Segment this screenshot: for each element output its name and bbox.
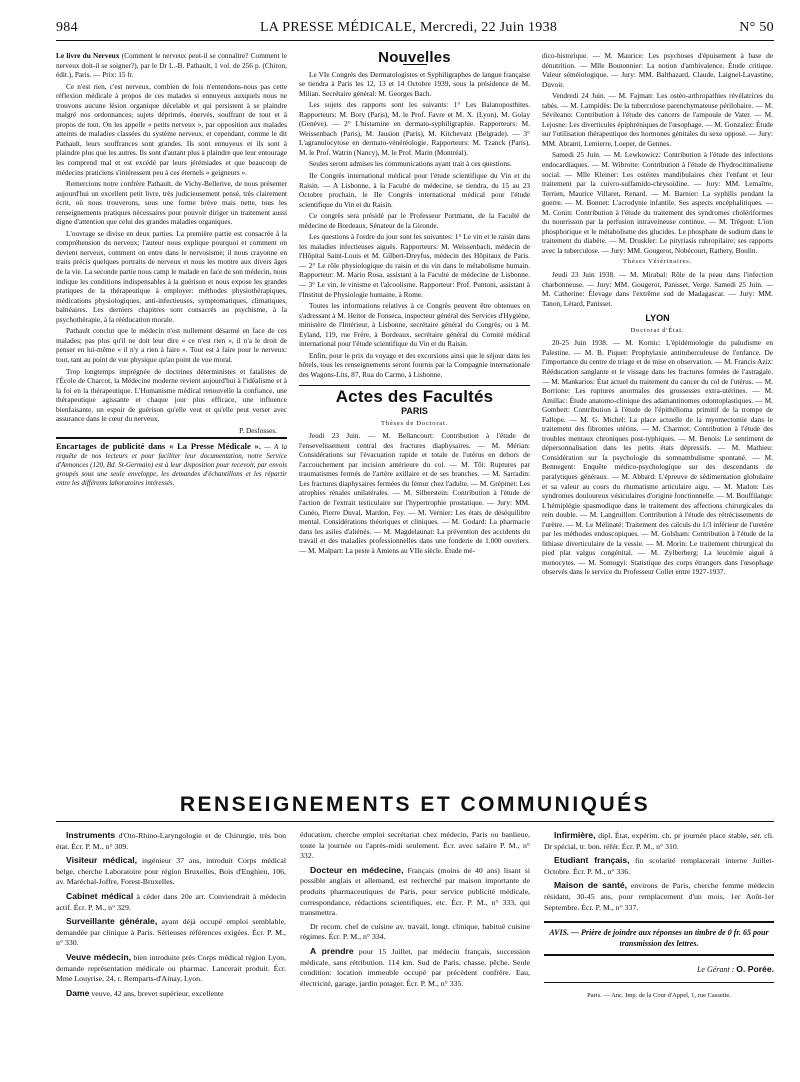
these-paragraph: Samedi 25 Juin. — M. Lewkowicz: Contribution à l'étude des infections endocardiaques. — M. Wibrotte: Contribution à l'étude de l'hydrocitimalisme social. — Mlle Kleiner: Les ostéites mandibulaires chez l'enfant et leur traitement par la cuivro-sulfamido-chrysoïdine. — Jury: MM. Lemaître, Terrien, Maurice Villaret, Renard. — M. Barnier: La syphilis pendant la guerre. — M. Bonnet: L'acrodynie infantile. Ses aspects encéphalitiques. — M. Conin: Contribution à l'étude du traitement des syndromes cholériformes du nourrisson par la perfusion intraveineuse continue. — M. Trégout: L'ion phosphorique et le métabolisme des glucides. Le phosphate de sodium dans le traitement du diabète. — M. Druskler: Le pityriasis rubropilaire; ses rapports avec la tuberculose. — Jury: MM. Gougerot, Nobécourt, Rathery, Boulin. bbox=[542, 150, 773, 255]
classified-text: d'Oto-Rhino-Laryngologie et de Chirurgie, très bon état. Écr. P. M., n° 309. bbox=[56, 831, 286, 851]
classified-ad bbox=[56, 855, 286, 888]
gerant-line bbox=[544, 964, 774, 983]
classified-text: éducation, cherche emploi secrétariat chez médecin, Paris ou banlieue, toute la journée ou l'après-midi seulement. Écr. avec salaire P. M., n° 332. bbox=[300, 830, 530, 861]
doctorat-etat-label: Doctorat d'État. bbox=[630, 326, 685, 334]
classified-ad bbox=[56, 891, 286, 913]
classified-text: dipl. État, expérim. ch. pr journée place stable, sér. cli. Dr spécial, tr. bon. référ. Écr. P. M., n° 310. bbox=[544, 831, 774, 851]
news-paragraph: Enfin, pour le prix du voyage et des excursions ainsi que le séjour dans les hôtels, tous les renseignements seront fournis par la Compagnie internationale des Wagons-Lits, 87, Rua do Carmo, à Lisbonne. bbox=[299, 350, 530, 379]
facultes-section-title: Actes des Facultés bbox=[335, 386, 494, 406]
classified-lead: Maison de santé, bbox=[554, 880, 627, 891]
classified-lead: Cabinet médical bbox=[66, 890, 134, 901]
classifieds-column-2 bbox=[300, 830, 530, 1002]
avis-notice: AVIS. — Prière de joindre aux réponses un timbre de 0 fr. 65 pour transmission des lettres. bbox=[544, 921, 774, 956]
classified-text: Français (moins de 40 ans) lisant si possible anglais et allemand, est recherché par maison importante de produits pharmaceutiques de Paris, pour service publicité médicale, correspondance, rédactions scientifiques, etc. Écr. P. M., n° 333, qui transmettra. bbox=[300, 865, 530, 918]
classified-text: ayant déjà occupé emploi semblable, demandée par clinique à Paris. Sérieuses références exigées. Écr. P. M., n° 330. bbox=[56, 917, 286, 948]
advertising-notice bbox=[56, 437, 287, 488]
classifieds-column-3 bbox=[544, 830, 774, 1002]
printer-imprint: Paris. — Anc. Imp. de la Cour d'Appel, 1, rue Cassette. bbox=[587, 991, 731, 999]
news-paragraph: Seules seront admises les communications ayant trait à ces questions. bbox=[309, 159, 512, 169]
these-paragraph: Vendredi 24 Juin. — M. Fajman: Les ostéo-arthropathies révélatrices du tabès. — M. Lampidès: De la tuberculose parenchymateuse périlobaire. — M. Sévileano: Contribution à l'étude des cancers de l'ampoule de Vater. — M. Lejosne: Les diverticules épiphréniques de l'œsophage. — M. Gonzalez: Étude sur l'utilisation thérapeutique des hormones génitales du sexe opposé. — Jury: MM. Abrami, Lemierre, Loeper, de Gennes. bbox=[542, 91, 773, 148]
classified-ad bbox=[56, 916, 286, 949]
book-review-details: (Comment le nerveux peut-il se connaître? Comment le nerveux doit-il se soigner?), par le Dr L.-B. Pathault, 1 vol. de 256 p. (Chiron, édit.), Paris. — Prix: 15 fr. bbox=[56, 51, 287, 80]
lyon-subtitle: LYON bbox=[645, 313, 670, 324]
book-review-intro bbox=[56, 51, 287, 80]
classified-lead: Docteur en médecine, bbox=[310, 864, 404, 875]
classified-text: environs de Paris, cherche femme médecin résidant, 30-45 ans, pour remplacement d'un mois, 1er Août-1er Septembre. Écr. P. M., n° 337. bbox=[544, 881, 774, 912]
news-paragraph: Ce congrès sera présidé par le Professeur Portmann, de la Faculté de médecine de Bordeaux, Sénateur de la Gironde. bbox=[299, 211, 530, 230]
news-paragraph: Le VIe Congrès des Dermatologistes et Syphiligraphes de langue française se tiendra à Paris les 12, 13 et 14 Octobre 1939, sous la présidence de M. Milian. Secrétaire général: M. Georges Bach. bbox=[299, 69, 530, 98]
classified-ad bbox=[544, 830, 774, 852]
classified-text: Dr recom. chef de cuisine av. travail, longt. clinique, habitué cuisine régimes. Écr. P. M., n° 334. bbox=[300, 921, 530, 942]
advertising-notice-title: Encartages de publicité dans « La Presse Médicale ». bbox=[56, 441, 261, 452]
classified-text: à céder dans 20e arr. Conviendrait à médecin actif. Écr. P. M., n° 329. bbox=[56, 891, 286, 912]
classified-lead: Veuve médecin, bbox=[66, 951, 131, 962]
main-columns bbox=[56, 51, 774, 771]
book-review-title: Le livre du Nerveux bbox=[56, 51, 120, 60]
page-number: 984 bbox=[56, 20, 78, 35]
review-paragraph: Pathault conclut que le médecin n'est nullement désarmé en face de ces malades; pas plus qu'il ne doit leur dire « ce n'est rien », il n'a le droit de penser en lui-même « il n'y a rien à faire ». Tout est à faire pour le nerveux: tout, tant au point de vue physique qu'au point de vue moral. bbox=[56, 326, 287, 364]
classifieds-columns bbox=[56, 830, 774, 1002]
news-section-title: Nouvelles bbox=[378, 51, 451, 66]
column-2 bbox=[299, 51, 530, 771]
theses-veterinaires-label: Thèses Vétérinaires. bbox=[623, 258, 692, 266]
renseignements-title: RENSEIGNEMENTS ET COMMUNIQUÉS bbox=[56, 793, 774, 822]
masthead-title: LA PRESSE MÉDICALE, Mercredi, 22 Juin 1938 bbox=[259, 20, 558, 35]
classified-ad bbox=[56, 830, 286, 852]
classified-ad bbox=[56, 988, 286, 1000]
classified-ad bbox=[56, 952, 286, 985]
classifieds-column-1 bbox=[56, 830, 286, 1002]
classified-ad bbox=[300, 946, 530, 989]
classified-ad bbox=[300, 922, 530, 943]
review-paragraph: L'ouvrage se divise en deux parties. La première partie est consacrée à la compréhension du nerveux; l'auteur nous explique pourquoi et comment on devient nerveux, comment on entre dans le nervosisme; il nous crayonne en traits précis quelques portraits de nerveux et nous les montre aux divers âges de la vie. La seconde partie nous camp le malade en face de son médecin, nous indique les conditions indispensables à la guérison et nous expose les grandes pratiques de la thérapeutique à employer: méthodes physiothérapiques, médications physiologiques, anti-infectieuses, symptomatiques, climatiques, balnéaires. Les derniers chapitres sont consacrés au psychisme, à la psychothérapie, à la rééducation morale. bbox=[56, 228, 287, 324]
classified-ad bbox=[300, 830, 530, 862]
classified-text: bien introduite près Corps médical région Lyon, demande représentation médicale ou pharmac. Lancerait produit. Écr. Mme Louyrise, 24, r. Remparts-d'Ainay, Lyon. bbox=[56, 952, 286, 984]
classified-text: veuve, 42 ans, brevet supérieur, excellente bbox=[91, 988, 224, 998]
classified-lead: Surveillante générale, bbox=[66, 916, 158, 927]
review-paragraph: Remercions notre confrère Pathault, de Vichy-Bellerive, de nous présenter aujourd'hui un excellent petit livre, très judicieusement pensé, très clairement écrit, où nous trouverons, sous une forme brève mais nette, tous les renseignements pratiques nécessaires pour pouvoir diriger un traitement aussi digne d'attention que celui des grandes maladies organiques. bbox=[56, 179, 287, 227]
classified-lead: A prendre bbox=[310, 945, 354, 956]
column-3 bbox=[542, 51, 773, 771]
paris-subtitle: PARIS bbox=[401, 406, 428, 417]
column-1 bbox=[56, 51, 287, 771]
classified-text: ingénieur 37 ans, introduit Corps médical belge, cherche Laboratoire pour région Bruxelles, Bois d'Enghien, 106, av. Maréchal-Joffre, Forest-Bruxelles. bbox=[56, 856, 286, 887]
page-header bbox=[56, 20, 774, 41]
theses-veterinaires-text: Jeudi 23 Juin 1938. — M. Mirabal: Rôle de la peau dans l'infection charbonneuse. — Jury: MM. Gougerot, Panisset, Verge. Samedi 25 Juin. — M. Catherine: Élevage dans l'extrême sud de Madagascar. — Jury: MM. Tanon, Létard, Panisset. bbox=[542, 270, 773, 308]
news-paragraph: Les questions à l'ordre du jour sont les suivantes: 1° Le vin et le raisin dans les maladies infectieuses aiguës. Rapporteurs: M. Weissenbach, médecin de l'Hôpital Saint-Louis et M. Gilbert-Dreyfus, médecin des Hôpitaux de Paris. — 2° Le rôle physiologique du raisin et du vin dans le métabolisme humain. Rapporteur: M. Mario Rosa, assistant à la Faculté de médecine de Lisbonne. — 3° Le vin, le vinisme et l'alcoolisme. Rapporteur: Prof. Puntoni, assistant à l'Institut de Physiologie humaine, à Rome. bbox=[299, 232, 530, 299]
news-paragraph: IIe Congrès international médical pour l'étude scientifique du Vin et du Raisin. — A Lisbonne, à la Faculté de médecine, se tiendra, du 15 au 23 Octobre prochain, le IIe Congrès international médical pour l'étude scientifique du Vin et du Raisin. bbox=[299, 171, 530, 209]
these-list: Jeudi 23 Juin. — M. Bellancourt: Contribution à l'étude de l'ensevelissement central des fractures diaphysaires. — M. Mérian: Considérations sur l'évacuation rapide et totale de l'utérus en dehors de l'accouchement par incision antérieure du col. — M. Tôi: Ruptures par traumatismes fermés de l'artère axillaire et de ses branches. — M. Sarradin: Les fractures diaphysaires fermées du fémur chez l'adulte. — M. Grépinet: Les atrophies rénales unilatérales. — M. Silberstein: Contribution à l'étude de l'action de l'extrait testiculaire sur l'hypertrophie prostatique. — Jury: MM. Cunéo, Pierre Duval, Mardon, Fey. — M. Vernier: Les états de déséquilibre mental. Considérations théoriques et cliniques. — M. Godard: La pharmacie dans les asiles d'aliénés. — M. Magdelaunat: La prévention des accidents du travail et des maladies professionnelles dans une fonderie de 1.000 ouvriers. — M. Malpart: La peste à Amiens au VIIe siècle. Étude mé- bbox=[299, 431, 530, 555]
classified-lead: Dame bbox=[66, 987, 90, 998]
review-paragraph: Trop longtemps imprégnée de doctrines déterministes et fatalistes de l'École de Charcot, la Médecine moderne revient aujourd'hui à l'idéalisme et à la foi en la thérapeutique. L'Humanisme médical renouvelle la confiance, une thérapeutique agissante et chaque jour plus efficace, une influence bienfaisante, un espoir de guérison qu'elle veut et qu'elle peut verser avec assurance dans le cœur du nerveux. bbox=[56, 366, 287, 424]
issue-number: N° 50 bbox=[739, 20, 774, 35]
advertising-notice-text: — A la requête de nos lecteurs et pour faciliter leur documentation, notre Service d'Annonces (120, Bd. St-Germain) est à leur disposition pour recevoir, par envois groupés sous une seule enveloppe, les demandes d'échantillons et les répartir entre les différents laboratoires intéressés. bbox=[56, 443, 287, 488]
classified-ad bbox=[544, 880, 774, 913]
classified-text: fin scolarité remplacerait interne Juillet-Octobre. Écr. P. M., n° 336. bbox=[544, 856, 774, 876]
lyon-theses-text: 20-25 Juin 1938. — M. Kornic: L'épidémiologie du paludisme en Palestine. — M. B. Piquet: Prophylaxie antituberculeuse de l'enfance. De l'importance du centre de triage et de mise en observation. — M. Francis Aziz: Rééducation sanglante et le vissage dans les fractures fermées de l'astragale. — M. Mankarios: État actuel du traitement du cancer du col de l'utérus. — M. Borrione: Les ruptures anormales des grossesses extra-utérines. — M. Amillac: Étude anatomo-clinique des adamantinomes odontoplastiques. — M. Gombert: Contribution à l'étude de l'épithélioma primitif de la trompe de Fallope. — M. G. Michel: La place actuelle de la myomectomie dans le traitement des fibromes utérins. — M. Charmot: Contribution à l'étude des troubles mentaux chroniques post-typhiques. — M. Benois: Le sentiment de dépersonnalisation dans les petits états dépressifs. — M. Mathieu: Considération sur la psychologie du somnambulisme spontané. — M. Bennegent: Enquête médico-psychologique sur des descendants de paralytiques généraux. — M. Abbard: L'épreuve de sédimentation globulaire et sa valeur au cours du rhumatisme articulaire aigu. — M. Madon: Les syndromes douloureux vésiculaires d'origine fonctionnelle. — M. Bouffilange: L'hémiplégie spasmodique dans le traitement des affections chirurgicales du rein double. — M. Langruillon: Contribution à l'étude des rétrécissements de l'urètre. — M. Le Mélinaté: Traitement des calculs du 1/3 inférieur de l'uretère par les méthodes endoscopiques. — M. Golsham: Contribution à l'étude de la lithiase diverticulaire de la vessie. — M. Morin: Le traitement chirurgical du pied plat valgus congénital. — M. Zylberberg: La leucémie aiguë à monocytes. — M. Somogyi: Statistique des corps étrangers dans l'œsophage observés dans le service du Professeur Collet entre 1927-1937. bbox=[542, 338, 773, 577]
gerant-name: O. Porée. bbox=[736, 964, 774, 975]
classified-ad bbox=[544, 855, 774, 877]
classified-lead: Etudiant français, bbox=[554, 855, 630, 866]
classified-lead: Visiteur médical, bbox=[66, 855, 138, 866]
these-doctorat-label: Thèses de Doctorat. bbox=[381, 419, 448, 427]
these-continuation: dico-historique. — M. Maurice: Les psychoses d'épuisement à base de dénutrition. — Mlle Boutonnier: La notion d'ambivalence. Étude critique. Valeur séméiologique. — Jury: MM. Balthazard, Claude, Laignel-Lavastine, Duvoir. bbox=[542, 51, 773, 89]
section-divider bbox=[299, 385, 530, 386]
gerant-label: Le Gérant : bbox=[696, 965, 735, 975]
review-signature: P. Desfosses. bbox=[239, 425, 277, 435]
news-paragraph: Toutes les informations relatives à ce Congrès peuvent être obtenues en s'adressant à M. Heitor de Fonseca, inspecteur général des Services d'Hygiène, ministère de l'Intérieur, à Lisbonne, secrétaire général du Congrès, ou à M. Eyland, 119, rue Frère, à Bordeaux, secrétaire général du Comité médical international pour l'étude scientifique du Vin et du Raisin. bbox=[299, 301, 530, 349]
classified-ad bbox=[300, 865, 530, 919]
classified-lead: Infirmière, bbox=[554, 830, 596, 840]
review-paragraph: Ce n'est rien, c'est nerveux, combien de fois n'entendons-nous pas cette réflexion médicale à propos de ces malades si ennuyeux auxquels nous ne trouvons aucune lésion organique décelable et qui persistent à se plaindre malgré nos ordonnances; sujets déprimés, énervés, souffrant de tout et à propos de tout. On les appelle « petits nerveux », par opposition aux malades atteints de maladies classées du système nerveux, et cependant, comme le dit Pathault, leurs souffrances sont grandes. Ils sont ennuyeux et ils sont à plaindre plus que les autres. Ils sont d'autant plus à plaindre que leur entourage les comprend mal et est excédé par leurs jérémiades et que beaucoup de médecins praticiens s'intéressent peu à ces éternels « geigneurs ». bbox=[56, 81, 287, 177]
classified-lead: Instruments bbox=[66, 830, 116, 840]
classified-text: pour 15 Juillet, par médecin français, succession médicale, sans rétribution. 114 km. Sud de Paris, chasse, pêche. Seule condition: location immeuble occupé par précédent confrère. Eau, électricité, garage, jardin potager. Écr. P. M., n° 335. bbox=[300, 946, 530, 988]
newspaper-page bbox=[56, 20, 774, 1002]
news-paragraph: Les sujets des rapports sont les suivants: 1° Les Balanoposthites. Rapporteurs: M. Bory (Paris), M. le Prof. Favre et M. X. (Lyon), M. Golay (Genève). — 2° L'histamine en dermato-syphiligraphie. Rapporteurs: M. Weissenbach (Paris), M. Jausion (Paris), M. Kitchevatz (Belgrade). — 3° L'agranulocytose en dermato-vénéréologie. Rapporteurs: M. Tzanck (Paris), M. le Prof. Watrin (Nancy), M. le Prof. Marin (Montréal). bbox=[299, 100, 530, 157]
